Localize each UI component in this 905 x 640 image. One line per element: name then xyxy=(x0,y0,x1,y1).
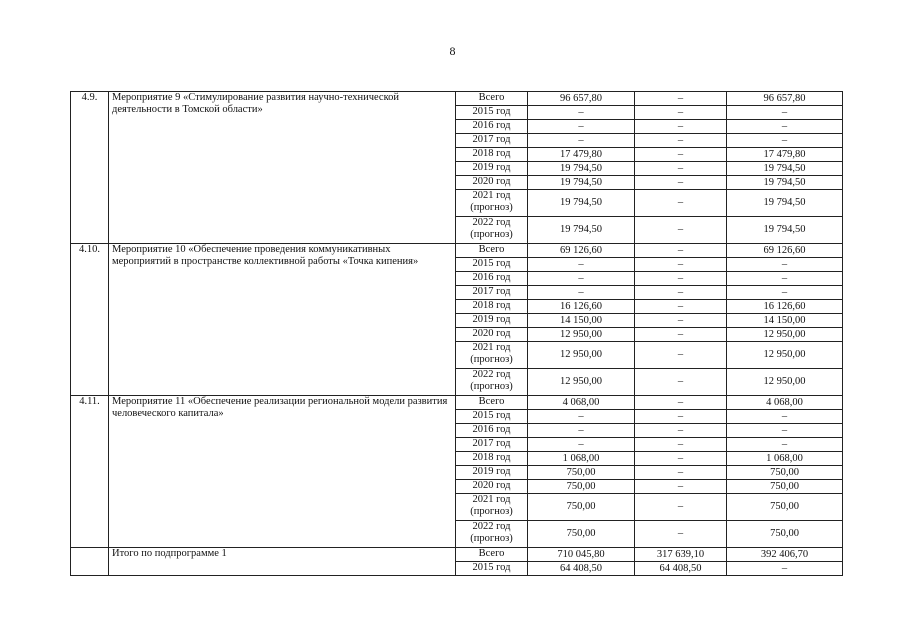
regional-cell: – xyxy=(727,562,843,576)
total-cell: 64 408,50 xyxy=(528,562,635,576)
regional-cell: – xyxy=(727,120,843,134)
federal-cell: 64 408,50 xyxy=(635,562,727,576)
year-cell: 2022 год (прогноз) xyxy=(456,217,528,244)
total-cell: – xyxy=(528,438,635,452)
year-cell: Всего xyxy=(456,396,528,410)
funding-table xyxy=(70,91,843,576)
year-cell: 2021 год (прогноз) xyxy=(456,190,528,217)
item-name: Итого по подпрограмме 1 xyxy=(109,548,456,576)
year-cell: 2020 год xyxy=(456,328,528,342)
federal-cell: – xyxy=(635,342,727,369)
federal-cell: – xyxy=(635,521,727,548)
federal-cell: – xyxy=(635,190,727,217)
year-cell: Всего xyxy=(456,244,528,258)
year-cell: 2022 год (прогноз) xyxy=(456,369,528,396)
regional-cell: 1 068,00 xyxy=(727,452,843,466)
year-cell: 2019 год xyxy=(456,314,528,328)
federal-cell: – xyxy=(635,134,727,148)
regional-cell: – xyxy=(727,106,843,120)
federal-cell: – xyxy=(635,328,727,342)
federal-cell: – xyxy=(635,244,727,258)
year-cell: 2020 год xyxy=(456,176,528,190)
table-row xyxy=(71,244,843,258)
year-cell: 2015 год xyxy=(456,106,528,120)
total-cell: 750,00 xyxy=(528,521,635,548)
regional-cell: 12 950,00 xyxy=(727,342,843,369)
total-cell: 96 657,80 xyxy=(528,92,635,106)
total-cell: 17 479,80 xyxy=(528,148,635,162)
regional-cell: 750,00 xyxy=(727,466,843,480)
table-row xyxy=(71,396,843,410)
year-cell: 2015 год xyxy=(456,562,528,576)
federal-cell: – xyxy=(635,106,727,120)
regional-cell: 750,00 xyxy=(727,494,843,521)
item-name: Мероприятие 11 «Обеспечение реализации региональной модели развития человеческого капитала» xyxy=(109,396,456,548)
year-cell: 2017 год xyxy=(456,286,528,300)
total-cell: 19 794,50 xyxy=(528,190,635,217)
federal-cell: – xyxy=(635,369,727,396)
year-cell: 2016 год xyxy=(456,120,528,134)
regional-cell: 69 126,60 xyxy=(727,244,843,258)
regional-cell: 19 794,50 xyxy=(727,190,843,217)
federal-cell: – xyxy=(635,314,727,328)
regional-cell: 750,00 xyxy=(727,521,843,548)
federal-cell: – xyxy=(635,258,727,272)
federal-cell: – xyxy=(635,466,727,480)
total-cell: 19 794,50 xyxy=(528,176,635,190)
federal-cell: – xyxy=(635,494,727,521)
total-cell: 1 068,00 xyxy=(528,452,635,466)
regional-cell: – xyxy=(727,258,843,272)
year-cell: 2022 год (прогноз) xyxy=(456,521,528,548)
total-cell: 12 950,00 xyxy=(528,342,635,369)
item-number: 4.10. xyxy=(71,244,109,396)
regional-cell: 96 657,80 xyxy=(727,92,843,106)
regional-cell: 392 406,70 xyxy=(727,548,843,562)
federal-cell: – xyxy=(635,120,727,134)
total-cell: – xyxy=(528,106,635,120)
regional-cell: 19 794,50 xyxy=(727,162,843,176)
regional-cell: 19 794,50 xyxy=(727,217,843,244)
regional-cell: 4 068,00 xyxy=(727,396,843,410)
regional-cell: 12 950,00 xyxy=(727,328,843,342)
regional-cell: – xyxy=(727,424,843,438)
year-cell: 2018 год xyxy=(456,452,528,466)
regional-cell: – xyxy=(727,134,843,148)
total-cell: 710 045,80 xyxy=(528,548,635,562)
total-cell: 19 794,50 xyxy=(528,217,635,244)
item-name: Мероприятие 9 «Стимулирование развития научно-технической деятельности в Томской области» xyxy=(109,92,456,244)
item-number: 4.11. xyxy=(71,396,109,548)
regional-cell: 14 150,00 xyxy=(727,314,843,328)
federal-cell: – xyxy=(635,396,727,410)
total-cell: 16 126,60 xyxy=(528,300,635,314)
year-cell: 2018 год xyxy=(456,148,528,162)
total-cell: 14 150,00 xyxy=(528,314,635,328)
year-cell: 2020 год xyxy=(456,480,528,494)
year-cell: Всего xyxy=(456,548,528,562)
regional-cell: – xyxy=(727,410,843,424)
total-cell: – xyxy=(528,424,635,438)
total-cell: 12 950,00 xyxy=(528,369,635,396)
total-cell: 750,00 xyxy=(528,494,635,521)
total-cell: 12 950,00 xyxy=(528,328,635,342)
item-number xyxy=(71,548,109,576)
total-cell: 4 068,00 xyxy=(528,396,635,410)
federal-cell: – xyxy=(635,300,727,314)
federal-cell: – xyxy=(635,452,727,466)
federal-cell: – xyxy=(635,92,727,106)
total-cell: – xyxy=(528,120,635,134)
federal-cell: – xyxy=(635,176,727,190)
year-cell: 2018 год xyxy=(456,300,528,314)
year-cell: 2015 год xyxy=(456,410,528,424)
regional-cell: 12 950,00 xyxy=(727,369,843,396)
federal-cell: – xyxy=(635,286,727,300)
year-cell: 2021 год (прогноз) xyxy=(456,494,528,521)
item-name: Мероприятие 10 «Обеспечение проведения коммуникативных мероприятий в пространстве коллективной работы «Точка кипения» xyxy=(109,244,456,396)
total-cell: 750,00 xyxy=(528,466,635,480)
item-number: 4.9. xyxy=(71,92,109,244)
regional-cell: 16 126,60 xyxy=(727,300,843,314)
federal-cell: – xyxy=(635,272,727,286)
year-cell: 2015 год xyxy=(456,258,528,272)
regional-cell: – xyxy=(727,286,843,300)
total-cell: – xyxy=(528,286,635,300)
year-cell: 2019 год xyxy=(456,162,528,176)
total-cell: 69 126,60 xyxy=(528,244,635,258)
year-cell: 2021 год (прогноз) xyxy=(456,342,528,369)
total-cell: – xyxy=(528,272,635,286)
regional-cell: – xyxy=(727,272,843,286)
federal-cell: – xyxy=(635,162,727,176)
federal-cell: – xyxy=(635,217,727,244)
year-cell: 2017 год xyxy=(456,438,528,452)
federal-cell: – xyxy=(635,148,727,162)
regional-cell: 19 794,50 xyxy=(727,176,843,190)
federal-cell: – xyxy=(635,410,727,424)
total-cell: – xyxy=(528,134,635,148)
regional-cell: – xyxy=(727,438,843,452)
year-cell: 2016 год xyxy=(456,424,528,438)
federal-cell: 317 639,10 xyxy=(635,548,727,562)
regional-cell: 750,00 xyxy=(727,480,843,494)
federal-cell: – xyxy=(635,480,727,494)
year-cell: 2017 год xyxy=(456,134,528,148)
page-number: 8 xyxy=(449,44,456,58)
table-row xyxy=(71,548,843,562)
regional-cell: 17 479,80 xyxy=(727,148,843,162)
table-row xyxy=(71,92,843,106)
year-cell: Всего xyxy=(456,92,528,106)
total-cell: 750,00 xyxy=(528,480,635,494)
federal-cell: – xyxy=(635,424,727,438)
total-cell: 19 794,50 xyxy=(528,162,635,176)
year-cell: 2019 год xyxy=(456,466,528,480)
total-cell: – xyxy=(528,258,635,272)
federal-cell: – xyxy=(635,438,727,452)
total-cell: – xyxy=(528,410,635,424)
year-cell: 2016 год xyxy=(456,272,528,286)
